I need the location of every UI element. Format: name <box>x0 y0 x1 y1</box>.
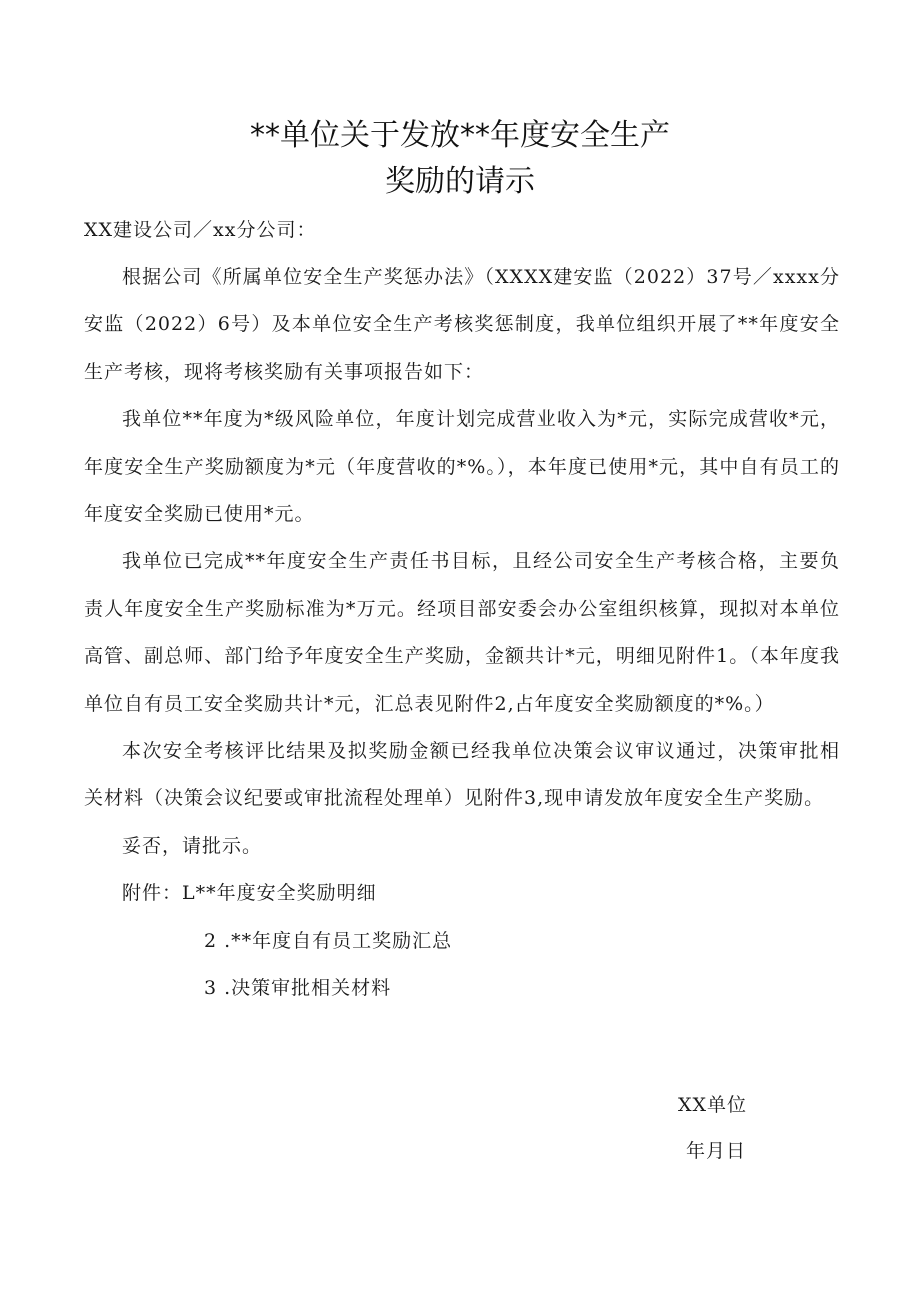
closing-request: 妥否，请批示。 <box>122 834 263 857</box>
attachment-item-3: 3 .决策审批相关材料 <box>204 976 392 999</box>
attachment-item-1: 附件：L**年度安全奖励明细 <box>122 882 377 905</box>
signature-unit: XX单位 <box>678 1094 748 1116</box>
attachment-item-2: 2 .**年度自有员工奖励汇总 <box>204 929 453 952</box>
paragraph-approval: 本次安全考核评比结果及拟奖励金额已经我单位决策会议审议通过，决策审批相关材料（决策会议纪要或审批流程处理单）见附件3,现申请发放年度安全生产奖励。 <box>84 740 840 810</box>
addressee: XX建设公司／xx分公司： <box>84 219 317 241</box>
document-body <box>84 254 840 1012</box>
paragraph-basis: 根据公司《所属单位安全生产奖惩办法》（XXXX建安监（2022）37号／xxxx分安监（2022）6号）及本单位安全生产考核奖惩制度，我单位组织开展了**年度安全生产考核，现将考核奖励有关事项报告如下： <box>84 266 840 383</box>
document-title-line-1: **单位关于发放**年度安全生产 <box>250 118 670 153</box>
document-title-line-2: 奖励的请示 <box>385 164 535 199</box>
paragraph-risk-level: 我单位**年度为*级风险单位，年度计划完成营业收入为*元，实际完成营收*元，年度安全生产奖励额度为*元（年度营收的*%。），本年度已使用*元，其中自有员工的年度安全奖励已使用*元。 <box>84 408 840 526</box>
signature-date: 年月日 <box>686 1140 747 1162</box>
paragraph-reward-plan: 我单位已完成**年度安全生产责任书目标，且经公司安全生产考核合格，主要负责人年度安全生产奖励标准为*万元。经项目部安委会办公室组织核算，现拟对本单位高管、副总师、部门给予年度安全生产奖励，金额共计*元，明细见附件1。（本年度我单位自有员工安全奖励共计*元，汇总表见附件2,占年度安全奖励额度的*%。） <box>84 550 840 715</box>
